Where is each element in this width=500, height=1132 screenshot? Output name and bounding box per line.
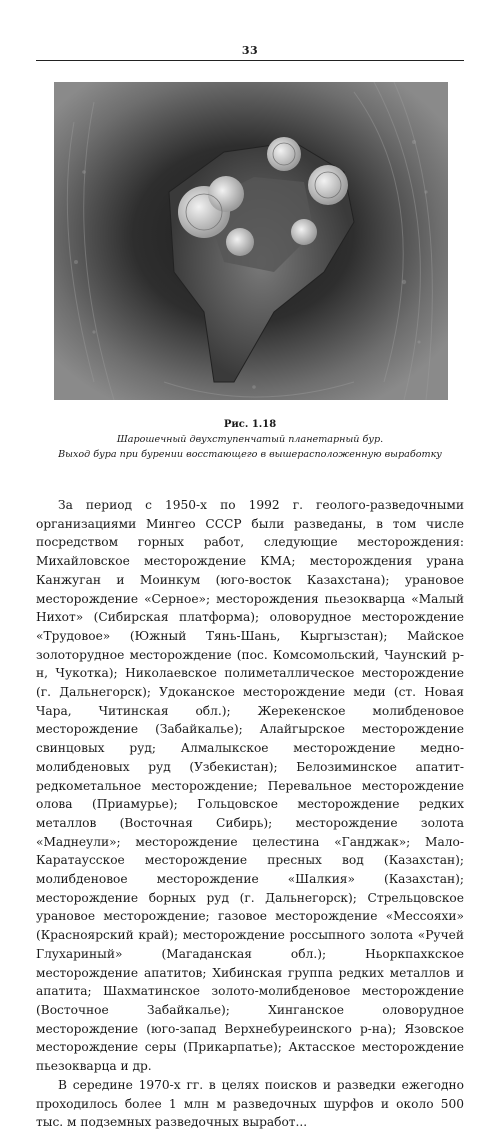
figure-caption-line1: Шарошечный двухступенчатый планетарный бур. <box>116 434 384 445</box>
figure-label: Рис. 1.18 <box>223 419 277 430</box>
header-rule <box>36 60 464 61</box>
body-text <box>36 496 464 1132</box>
figure-caption-line2: Выход бура при бурении восстающего в вышерасположенную выработку <box>58 449 442 460</box>
body-paragraph-1: За период с 1950-х по 1992 г. геолого-разведочными организациями Мингео СССР были разведаны, в том числе посредством горных работ, следующие месторождения: Михайловское месторождение КМА; месторождения урана Канжуган и Моинкум (юго-восток Казахстана); урановое месторождение «Серное»; месторождения пьезокварца «Малый Нихот» (Сибирская платформа); оловорудное месторождение «Трудовое» (Южный Тянь-Шань, Кыргызстан); Майское золоторудное месторождение (пос. Комсомольский, Чаунский р-н, Чукотка); Николаевское полиметаллическое месторождение (г. Дальнегорск); Удоканское месторождение меди (ст. Новая Чара, Читинская обл.); Жерекенское молибденовое месторождение (Забайкалье); Алайгырское месторождение свинцовых руд; Алмалыкское месторождение медно-молибденовых руд (Узбекистан); Белозиминское апатит-редкометальное месторождение; Перевальное месторождение олова (Приамурье); Гольцовское месторождение редких металлов (Восточная Сибирь); месторождение золота «Маднеули»; месторождение целестина «Ганджак»; Мало-Каратаусское месторождение пресных вод (Казахстан); молибденовое месторождение «Шалкия» (Казахстан); месторождение борных руд (г. Дальнегорск); Стрельцовское урановое месторождение; газовое месторождение «Мессояхи» (Красноярский край); месторождение россыпного золота «Ручей Глухариный» (Магаданская обл.); Ньоркпахкское месторождение апатитов; Хибинская группа редких металлов и апатита; Шахматинское золото-молибденовое месторождение (Восточное Забайкалье); Хинганское оловорудное месторождение (юго-запад Верхнебуреинского р-на); Язовское месторождение серы (Прикарпатье); Актасское месторождение пьезокварца и др. <box>36 498 464 1074</box>
body-paragraph-2: В середине 1970-х гг. в целях поисков и разведки ежегодно проходилось более 1 млн м разведочных шурфов и около 500 тыс. м подземных разведочных выработ... <box>36 1077 464 1130</box>
figure-photo <box>54 82 448 400</box>
page-number: 33 <box>241 44 259 57</box>
figure-caption <box>40 417 460 462</box>
